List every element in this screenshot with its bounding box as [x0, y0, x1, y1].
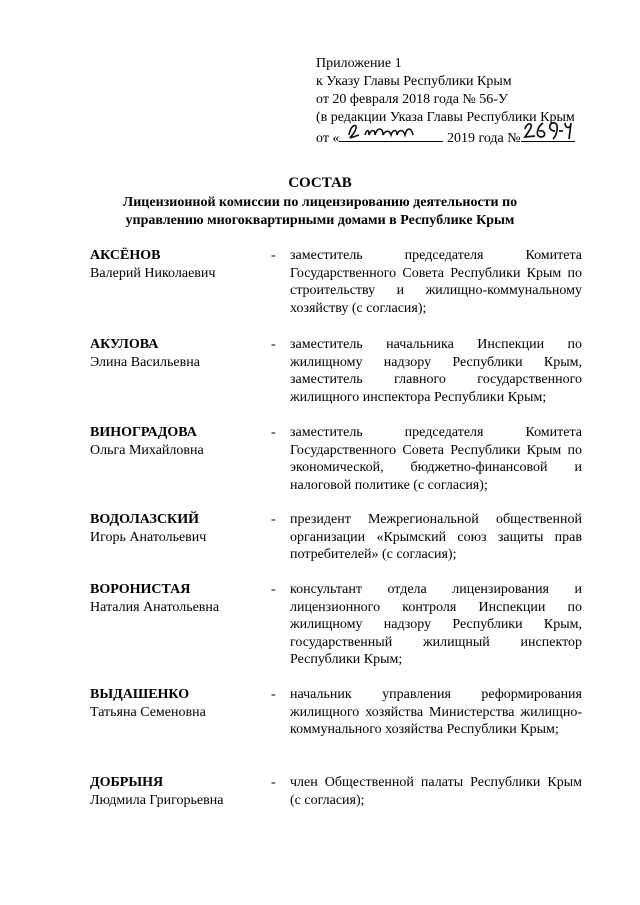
member-surname: АКУЛОВА: [90, 337, 159, 352]
member-dash: -: [271, 687, 276, 702]
member-name: Игорь Анатольевич: [90, 530, 207, 545]
member-description: консультант отдела лицензирования и лицензионного контроля Инспекции по жилищному надзору Республики Крым, государственный жилищный инспектор Республики Крым;: [290, 582, 582, 667]
member-person: [90, 511, 270, 547]
appendix-line-5: [316, 127, 575, 148]
member-dash: -: [271, 512, 276, 527]
member-surname: ВЫДАШЕНКО: [90, 687, 190, 702]
handwritten-number-scribble: [521, 117, 575, 143]
member-person: [90, 581, 270, 617]
member-name: Наталия Анатольевна: [90, 600, 220, 615]
member-person: [90, 336, 270, 372]
member-description: начальник управления реформирования жилищного хозяйства Министерства жилищно-коммунального хозяйства Республики Крым;: [290, 687, 582, 737]
member-dash: -: [271, 248, 276, 263]
member-dash: -: [271, 337, 276, 352]
member-surname: ВОРОНИСТАЯ: [90, 582, 191, 597]
member-name: Элина Васильевна: [90, 355, 200, 370]
member-surname: ДОБРЫНЯ: [90, 775, 164, 790]
member-dash: -: [271, 425, 276, 440]
appendix-line-1: Приложение 1: [316, 56, 402, 71]
appendix-header: [316, 55, 575, 148]
member-person: [90, 424, 270, 460]
member-surname: АКСЁНОВ: [90, 248, 161, 263]
handwritten-number: [521, 127, 575, 142]
member-name: Ольга Михайловна: [90, 443, 204, 458]
member-description: заместитель председателя Комитета Государственного Совета Республики Крым по экономической, бюджетно-финансовой и налоговой политике (с согласия);: [290, 425, 582, 493]
appendix-line-2: к Указу Главы Республики Крым: [316, 74, 512, 89]
appendix-date-prefix: от «: [316, 131, 340, 146]
handwritten-date-scribble: [339, 117, 443, 143]
member-name: Татьяна Семеновна: [90, 705, 206, 720]
member-description: заместитель председателя Комитета Государственного Совета Республики Крым по строительству и жилищно-коммунальному хозяйству (с согласия);: [290, 248, 582, 316]
member-dash: -: [271, 775, 276, 790]
subtitle-line-1: Лицензионной комиссии по лицензированию деятельности по: [122, 195, 518, 210]
appendix-line-3: от 20 февраля 2018 года № 56-У: [316, 92, 508, 107]
member-name: Людмила Григорьевна: [90, 793, 224, 808]
member-description: президент Межрегиональной общественной организации «Крымский союз защиты прав потребителей» (с согласия);: [290, 512, 582, 562]
member-person: [90, 247, 270, 283]
member-name: Валерий Николаевич: [90, 266, 216, 281]
member-dash: -: [271, 582, 276, 597]
member-person: [90, 774, 270, 810]
member-surname: ВОДОЛАЗСКИЙ: [90, 512, 199, 527]
document-subtitle: [0, 194, 640, 230]
appendix-line-4: (в редакции Указа Главы Республики Крым: [316, 110, 575, 125]
member-surname: ВИНОГРАДОВА: [90, 425, 197, 440]
appendix-date-middle: 2019 года №: [443, 131, 521, 146]
member-description: заместитель начальника Инспекции по жилищному надзору Республики Крым, заместитель главного государственного жилищного инспектора Республики Крым;: [290, 337, 582, 405]
member-description: член Общественной палаты Республики Крым (с согласия);: [290, 775, 582, 808]
member-person: [90, 686, 270, 722]
subtitle-line-2: управлению многоквартирными домами в Республике Крым: [125, 213, 515, 228]
handwritten-date: [339, 127, 443, 142]
document-title: СОСТАВ: [288, 175, 352, 191]
